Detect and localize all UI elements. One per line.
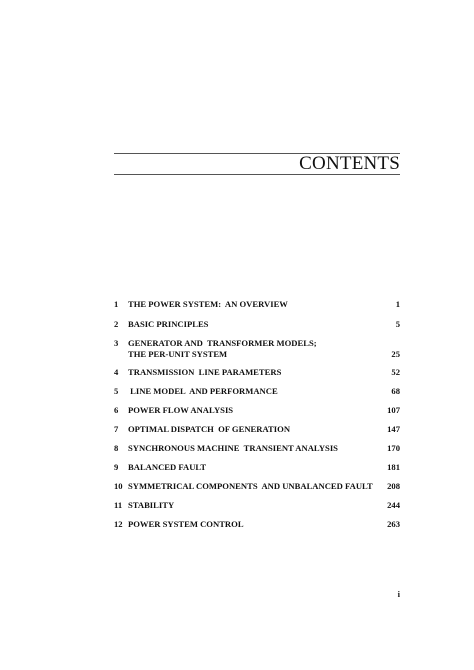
chapter-page: 181 bbox=[387, 462, 400, 472]
chapter-page: 1 bbox=[395, 299, 400, 309]
chapter-page: 52 bbox=[391, 367, 400, 377]
chapter-page: 263 bbox=[387, 519, 400, 529]
chapter-title: BASIC PRINCIPLES bbox=[128, 319, 209, 329]
chapter-number: 10 bbox=[114, 481, 123, 491]
chapter-title: LINE MODEL AND PERFORMANCE bbox=[128, 386, 278, 396]
chapter-title: THE POWER SYSTEM: AN OVERVIEW bbox=[128, 299, 288, 309]
chapter-page: 107 bbox=[387, 405, 400, 415]
chapter-number: 6 bbox=[114, 405, 119, 415]
chapter-number: 2 bbox=[114, 319, 119, 329]
chapter-number: 11 bbox=[114, 500, 123, 510]
chapter-page: 208 bbox=[387, 481, 400, 491]
chapter-title: GENERATOR AND TRANSFORMER MODELS; THE PER-UNIT SYSTEM bbox=[128, 338, 317, 359]
chapter-title: OPTIMAL DISPATCH OF GENERATION bbox=[128, 424, 291, 434]
chapter-title: BALANCED FAULT bbox=[128, 462, 207, 472]
chapter-page: 170 bbox=[387, 443, 400, 453]
contents-heading: CONTENTS bbox=[299, 153, 400, 174]
chapter-title: STABILITY bbox=[128, 500, 175, 510]
chapter-page: 244 bbox=[387, 500, 400, 510]
chapter-number: 5 bbox=[114, 386, 119, 396]
chapter-page: 5 bbox=[395, 319, 400, 329]
chapter-number: 1 bbox=[114, 299, 119, 309]
chapter-title: POWER FLOW ANALYSIS bbox=[128, 405, 234, 415]
chapter-page: 68 bbox=[391, 386, 400, 396]
chapter-page: 25 bbox=[391, 349, 400, 359]
chapter-number: 3 bbox=[114, 338, 119, 348]
chapter-number: 8 bbox=[114, 443, 119, 453]
chapter-number: 4 bbox=[114, 367, 119, 377]
chapter-title: SYNCHRONOUS MACHINE TRANSIENT ANALYSIS bbox=[128, 443, 338, 453]
chapter-number: 12 bbox=[114, 519, 123, 529]
chapter-title: POWER SYSTEM CONTROL bbox=[128, 519, 244, 529]
footer-page-number: i bbox=[397, 589, 400, 599]
chapter-title: SYMMETRICAL COMPONENTS AND UNBALANCED FAULT bbox=[128, 481, 373, 491]
chapter-number: 9 bbox=[114, 462, 119, 472]
heading-bottom-rule bbox=[114, 174, 400, 175]
chapter-page: 147 bbox=[387, 424, 400, 434]
chapter-title: TRANSMISSION LINE PARAMETERS bbox=[128, 367, 282, 377]
chapter-number: 7 bbox=[114, 424, 119, 434]
